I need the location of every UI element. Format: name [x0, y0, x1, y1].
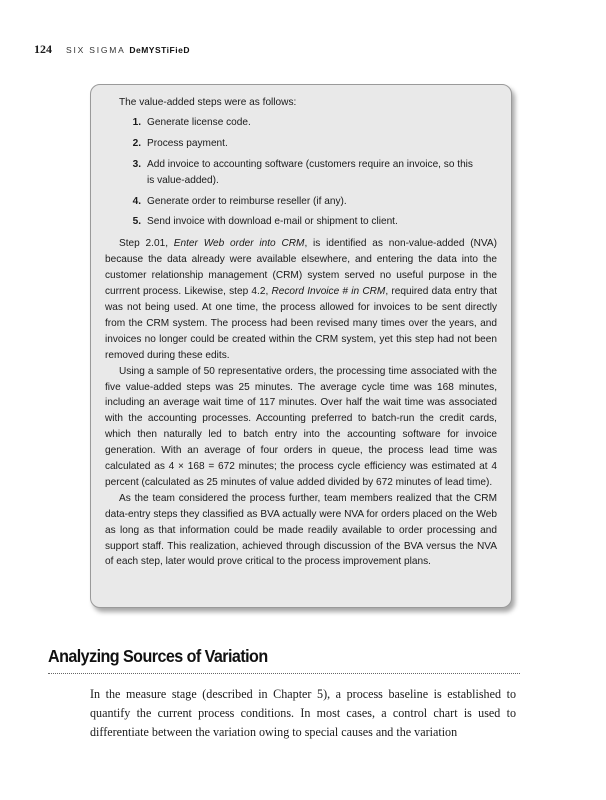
step-name-italic: Record Invoice # in CRM	[271, 286, 386, 298]
step-number: 4.	[132, 195, 141, 207]
page-header	[34, 42, 190, 57]
sidebar-paragraph-bva: As the team considered the process further, team members realized that the CRM data-entry steps they classified as BVA actually were NVA for orders placed on the Web as long as that information could be made readily available to order processing and support staff. This realization, achieved through discussion of the BVA versus the NVA of each step, later would prove critical to the process improvement plans.	[105, 492, 497, 568]
step-text: Process payment.	[147, 137, 228, 149]
list-item	[105, 194, 501, 210]
section-heading: Analyzing Sources of Variation	[48, 646, 268, 666]
step-number: 2.	[132, 137, 141, 149]
sidebar-paragraph-sample: Using a sample of 50 representative orders, the processing time associated with the five value-added steps was 25 minutes. The average cycle time was 168 minutes, including an average wait time of 117 minutes. Over half the wait time was associated with the accounting processes. Accounting preferred to batch-run the credit cards, which then naturally led to batch entry into the accounting software for invoice generation. With an average of four orders in queue, the process lead time was calculated as 4 × 168 = 672 minutes; the process cycle efficiency was estimated at 4 percent (calculated as 25 minutes of value added divided by 672 minutes of lead time).	[105, 365, 497, 488]
list-item	[105, 136, 501, 152]
running-head	[66, 45, 190, 55]
step-text: Send invoice with download e-mail or shipment to client.	[147, 216, 398, 228]
step-text: Add invoice to accounting software (customers require an invoice, so this is value-added).	[147, 158, 473, 186]
step-text: Generate license code.	[147, 116, 251, 128]
step-number: 1.	[132, 116, 141, 128]
step-number: 5.	[132, 216, 141, 228]
value-added-steps-list	[105, 115, 501, 230]
step-text: Generate order to reimburse reseller (if any).	[147, 195, 347, 207]
sidebar-intro: The value-added steps were as follows:	[119, 97, 297, 108]
list-item	[105, 157, 501, 189]
sidebar-paragraph-nva	[105, 236, 501, 363]
list-item	[105, 115, 501, 131]
section-body-text: In the measure stage (described in Chapter 5), a process baseline is established to quantify the current process conditions. In most cases, a control chart is used to differentiate between the variation owing to special causes and the variation	[90, 687, 516, 740]
page-number: 124	[34, 42, 52, 56]
para-text: , required data entry that was not being used. At one time, the process allowed for invoices to be sent directly from the CRM system. The process had been revised many times over the years, and invoices no longer could be created within the CRM system, yet this step had not been removed during these edits.	[105, 286, 497, 361]
para-text: Step 2.01,	[119, 238, 174, 250]
book-title: SIX SIGMA	[66, 45, 126, 55]
para-text: , is identified as non-value-added (NVA) because the data already were available elsewhere, and entering the data into the customer relationship management (CRM) system served no useful purpose in the currrent process. Likewise, step 4.2,	[105, 238, 497, 298]
step-number: 3.	[132, 158, 141, 170]
section-divider	[48, 673, 520, 674]
book-title-bold: DeMYSTiFieD	[129, 45, 190, 55]
list-item	[105, 214, 501, 230]
case-study-sidebar	[90, 84, 512, 608]
step-name-italic: Enter Web order into CRM	[173, 238, 305, 250]
